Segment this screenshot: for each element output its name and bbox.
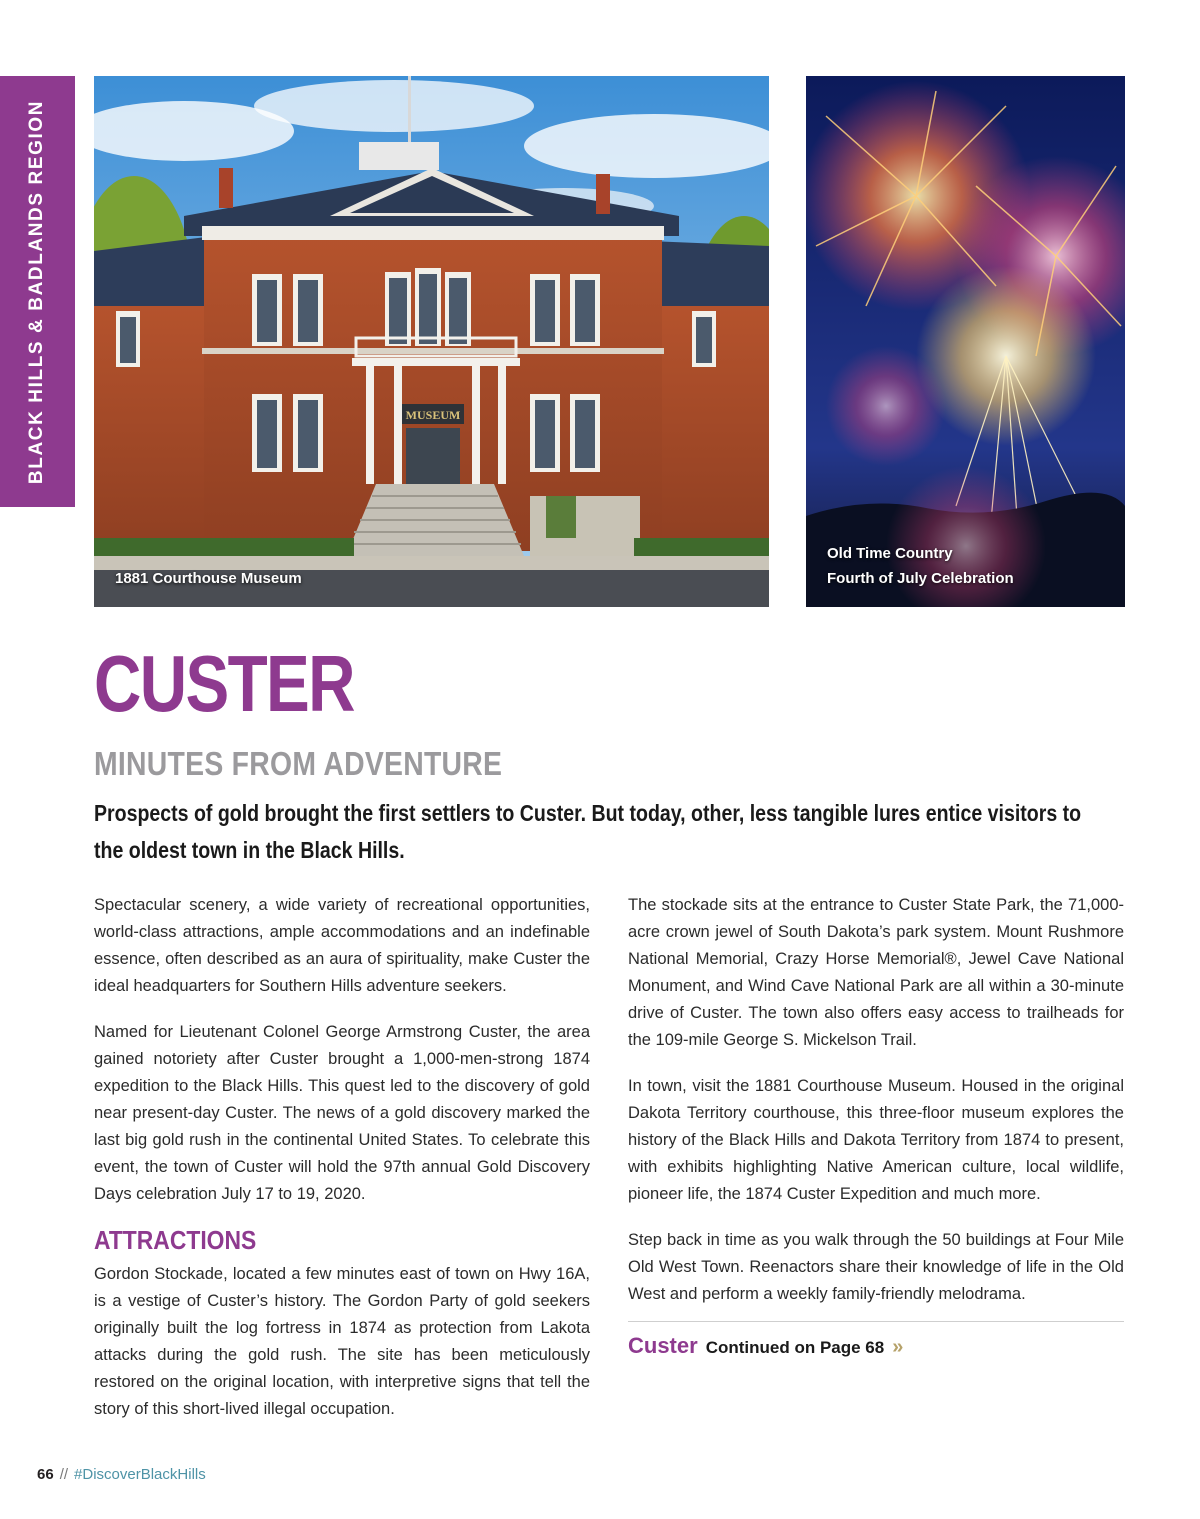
footer-separator: // bbox=[59, 1466, 69, 1483]
article-intro: Prospects of gold brought the first settlers to Custer. But today, other, less tangible lures entice visitors to the oldest town in the Black Hills. bbox=[94, 800, 1082, 863]
fireworks-caption-line-2: Fourth of July Celebration bbox=[827, 570, 1014, 587]
region-label: BLACK HILLS & BADLANDS REGION bbox=[26, 99, 48, 484]
body-paragraph: Named for Lieutenant Colonel George Armstrong Custer, the area gained notoriety after Custer brought a 1,000-men-strong 1874 expedition to the Black Hills. This quest led to the discovery of gold near present-day Custer. The news of a gold discovery marked the last big gold rush in the continental United States. To celebrate this event, the town of Custer will hold the 97th annual Gold Discovery Days celebration July 17 to 19, 2020. bbox=[94, 1023, 590, 1203]
hashtag-link[interactable]: #DiscoverBlackHills bbox=[74, 1466, 206, 1483]
double-chevron-right-icon: » bbox=[892, 1336, 901, 1358]
article-subtitle: MINUTES FROM ADVENTURE bbox=[94, 745, 503, 782]
right-column bbox=[628, 892, 1124, 1361]
attractions-heading: ATTRACTIONS bbox=[94, 1225, 257, 1255]
body-paragraph: In town, visit the 1881 Courthouse Museum. Housed in the original Dakota Territory courthouse, this three-floor museum explores the history of the Black Hills and Dakota Territory from 1874 to present, with exhibits highlighting Native American culture, local wildlife, pioneer life, the 1874 Custer Expedition and much more. bbox=[628, 1077, 1124, 1203]
article-title: CUSTER bbox=[94, 639, 354, 728]
fireworks-caption-line-1: Old Time Country bbox=[827, 545, 953, 562]
body-paragraph: Spectacular scenery, a wide variety of recreational opportunities, world-class attractions, ample accommodations and an indefinable essence, often described as an aura of spirituality, make Custer the ideal headquarters for Southern Hills adventure seekers. bbox=[94, 896, 590, 995]
region-side-tab bbox=[0, 76, 75, 507]
museum-sign: MUSEUM bbox=[405, 408, 461, 422]
page-number: 66 bbox=[37, 1466, 54, 1483]
continued-article-name: Custer bbox=[628, 1333, 698, 1358]
courthouse-museum-photo bbox=[94, 76, 769, 607]
left-column bbox=[94, 892, 590, 1442]
body-paragraph: The stockade sits at the entrance to Custer State Park, the 71,000-acre crown jewel of South Dakota’s park system. Mount Rushmore National Memorial, Crazy Horse Memorial®, Jewel Cave National Monument, and Wind Cave National Park are all within a 30-minute drive of Custer. The town also offers easy access to trailheads for the 109-mile George S. Mickelson Trail. bbox=[628, 896, 1124, 1049]
continued-link[interactable] bbox=[628, 1332, 1124, 1361]
fireworks-photo bbox=[806, 76, 1125, 607]
body-paragraph: Step back in time as you walk through the 50 buildings at Four Mile Old West Town. Reenactors share their knowledge of life in the Old West and perform a weekly family-friendly melodrama. bbox=[628, 1231, 1124, 1303]
fireworks-caption bbox=[827, 541, 1014, 591]
page-footer bbox=[37, 1465, 206, 1485]
attractions-paragraph: Gordon Stockade, located a few minutes east of town on Hwy 16A, is a vestige of Custer’s history. The Gordon Party of gold seekers originally built the log fortress in 1874 as protection from Lakota attacks during the gold rush. The site has been meticulously restored on the original location, with interpretive signs that tell the story of this short-lived illegal occupation. bbox=[94, 1265, 590, 1418]
courthouse-caption: 1881 Courthouse Museum bbox=[115, 570, 302, 587]
continued-page-text: Continued on Page 68 bbox=[705, 1338, 885, 1357]
divider bbox=[628, 1321, 1124, 1322]
